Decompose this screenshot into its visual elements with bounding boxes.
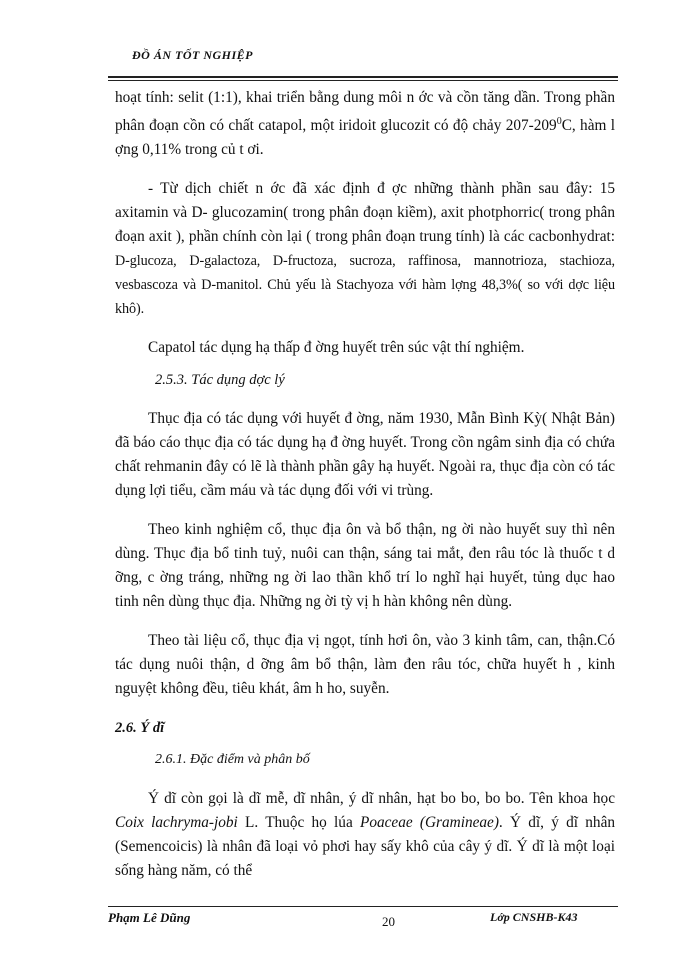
latin-name-poaceae: Poaceae [359, 814, 413, 832]
header-rule [108, 76, 618, 78]
header-rule-thin [108, 80, 618, 81]
heading-2-6-1: 2.6.1. Đặc điểm và phân bố [155, 752, 310, 768]
latin-name-gramineae: (Gramineae) [419, 814, 499, 832]
paragraph-7-text-b: L. Thuộc họ lúa [237, 814, 360, 832]
paragraph-3: Capatol tác dụng hạ thấp đ ờng huyết trên súc vật thí nghiệm. [148, 339, 525, 357]
header-title: ĐỒ ÁN TỐT NGHIỆP [132, 48, 253, 62]
paragraph-7-text-a: Ý dĩ còn gọi là dĩ mễ, dĩ nhân, ý dĩ nhân, hạt bo bo, bo bo. Tên khoa học [148, 790, 615, 808]
paragraph-1-end: C, hàm l ợng 0,11% trong củ t ơi. [115, 117, 615, 159]
latin-name-coix: Coix lachryma-jobi [115, 814, 238, 832]
paragraph-2-text-b: D-glucoza, D-galactoza, D-fructoza, sucroza, raffinosa, mannotrioza, stachioza, vesbascoza và D-manitol. Chủ yếu là Stachyoza với hàm lợng 48,3%( so với dợc liệu khô). [115, 253, 615, 318]
paragraph-1-text: hoạt tính: selit (1:1), khai triển bằng dung môi n ớc và cồn tăng dần. Trong phần phân đoạn cồn có chất catapol, một iridoit glucozit có độ chảy 207-209 [115, 89, 615, 135]
paragraph-7-text-d: . Ý dĩ, ý dĩ nhân (Semencoicis) là nhân đã loại vỏ phơi hay sấy khô của cây ý dĩ. Ý dĩ là một loại sống hàng năm, có thể [115, 814, 616, 880]
paragraph-2-text-a: - Từ dịch chiết n ớc đã xác định đ ợc những thành phần sau đây: 15 axitamin và D- glucozamin( trong phân đoạn kiềm), axit photphorric( trong phân đoạn axit ), phần chính còn lại ( trong phân đoạn trung tính) là các cacbonhydrat: [115, 180, 615, 246]
paragraph-7 [115, 787, 615, 883]
footer-class: Lớp CNSHB-K43 [490, 910, 578, 924]
paragraph-2 [115, 177, 615, 321]
footer-rule [108, 906, 618, 907]
paragraph-5: Theo kinh nghiệm cổ, thục địa ôn và bổ thận, ng ời nào huyết suy thì nên dùng. Thục địa bổ tinh tuỷ, nuôi can thận, sáng tai mắt, đen râu tóc là thuốc t d ỡng, c ờng tráng, những ng ời lao thần khổ trí lo nghĩ hại huyết, tủng dục hao tinh nên dùng thục địa. Những ng ời tỳ vị h hàn không nên dùng. [115, 521, 615, 611]
footer-author: Phạm Lê Dũng [108, 910, 191, 925]
heading-2-5-3: 2.5.3. Tác dụng dợc lý [155, 372, 285, 389]
page-body [115, 86, 615, 883]
paragraph-4: Thục địa có tác dụng với huyết đ ờng, năm 1930, Mẫn Bình Kỳ( Nhật Bản) đã báo cáo thục địa có tác dụng hạ đ ờng huyết. Trong cồn ngâm sinh địa có chứa chất rehmanin đây có lẽ là thành phần gây hạ huyết. Ngoài ra, thục địa còn có tác dụng lợi tiểu, cầm máu và tác dụng đối với vi trùng. [115, 410, 615, 500]
degree-superscript: 0 [556, 116, 562, 127]
heading-2-6: 2.6. Ý dĩ [115, 720, 165, 737]
paragraph-7-space [413, 814, 420, 831]
page-number: 20 [382, 914, 395, 929]
paragraph-6: Theo tài liệu cổ, thục địa vị ngọt, tính hơi ôn, vào 3 kinh tâm, can, thận.Có tác dụng nuôi thận, d ỡng âm bổ thận, làm đen râu tóc, chữa huyết h , kinh nguyệt không đều, tiêu khát, âm h ho, suyễn. [115, 632, 615, 698]
paragraph-1 [115, 86, 615, 162]
